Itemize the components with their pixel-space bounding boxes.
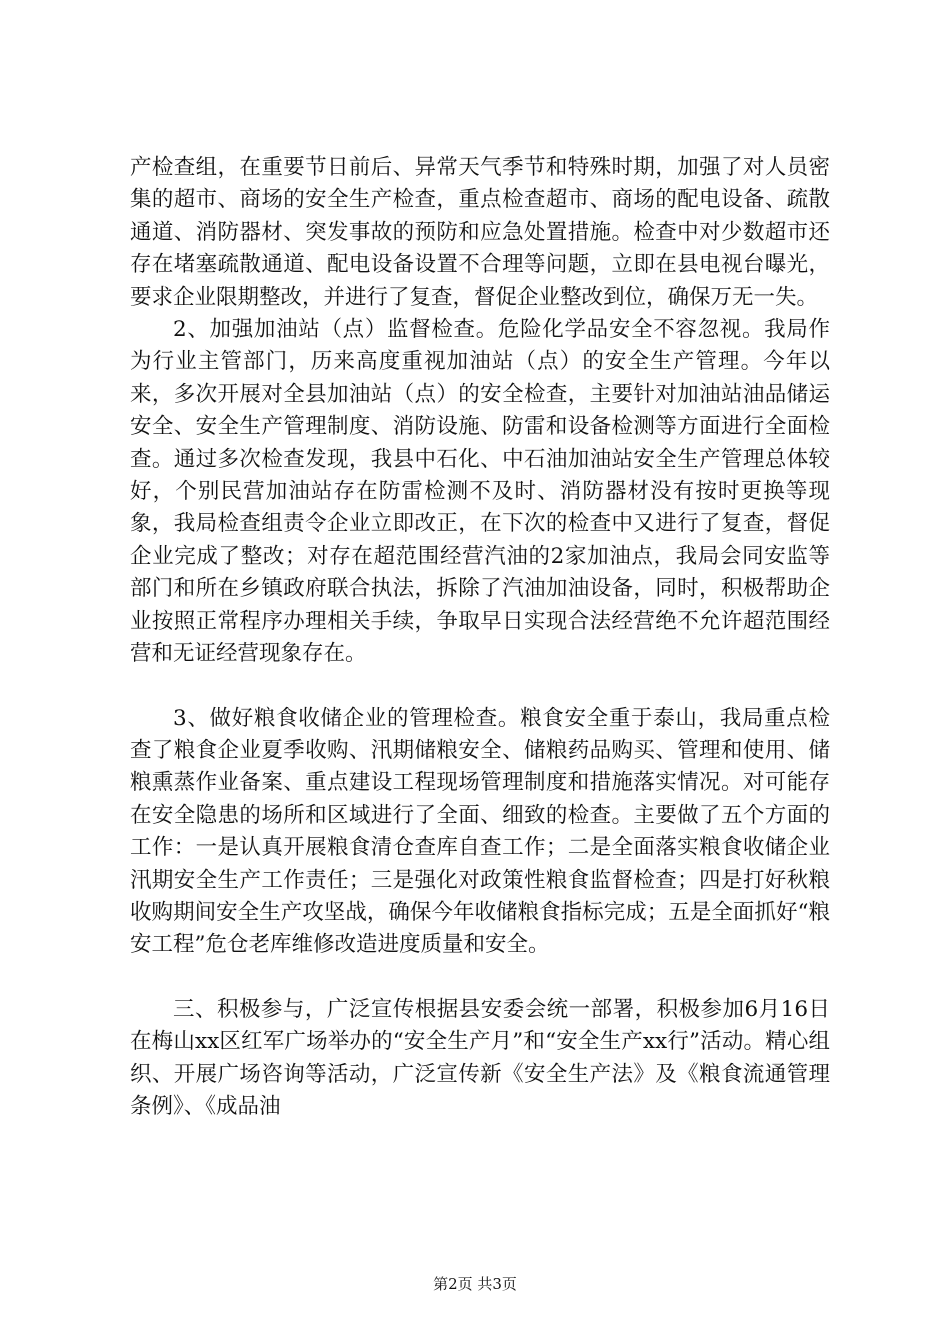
paragraph-gas-station-inspection: 2、加强加油站（点）监督检查。危险化学品安全不容忽视。我局作为行业主管部门，历来高度重视加油站（点）的安全生产管理。今年以来，多次开展对全县加油站（点）的安全检查，主要针对加油站油品储运安全、安全生产管理制度、消防设施、防雷和设备检测等方面进行全面检查。通过多次检查发现，我县中石化、中石油加油站安全生产管理总体较好，个别民营加油站存在防雷检测不及时、消防器材没有按时更换等现象，我局检查组责令企业立即改正，在下次的检查中又进行了复查，督促企业完成了整改；对存在超范围经营汽油的2家加油点，我局会同安监等部门和所在乡镇政府联合执法，拆除了汽油加油设备，同时，积极帮助企业按照正常程序办理相关手续，争取早日实现合法经营绝不允许超范围经营和无证经营现象存在。 xyxy=(130,317,830,667)
document-body xyxy=(130,152,830,1123)
paragraph-publicity: 三、积极参与，广泛宣传根据县安委会统一部署，积极参加6月16日在梅山xx区红军广场举办的“安全生产月”和“安全生产xx行”活动。精心组织、开展广场咨询等活动，广泛宣传新《安全生产法》及《粮食流通管理条例》、《成品油 xyxy=(130,996,830,1119)
page-number-footer: 第2页 共3页 xyxy=(433,1275,517,1293)
paragraph-spacer xyxy=(130,962,830,994)
paragraph-spacer xyxy=(130,671,830,703)
paragraph-continuation: 产检查组，在重要节日前后、异常天气季节和特殊时期，加强了对人员密集的超市、商场的安全生产检查，重点检查超市、商场的配电设备、疏散通道、消防器材、突发事故的预防和应急处置措施。检查中对少数超市还存在堵塞疏散通道、配电设备设置不合理等问题，立即在县电视台曝光，要求企业限期整改，并进行了复查，督促企业整改到位，确保万无一失。 xyxy=(130,155,830,310)
paragraph-grain-storage-inspection: 3、做好粮食收储企业的管理检查。粮食安全重于泰山，我局重点检查了粮食企业夏季收购、汛期储粮安全、储粮药品购买、管理和使用、储粮熏蒸作业备案、重点建设工程现场管理制度和措施落实情况。对可能存在安全隐患的场所和区域进行了全面、细致的检查。主要做了五个方面的工作：一是认真开展粮食清仓查库自查工作；二是全面落实粮食收储企业汛期安全生产工作责任；三是强化对政策性粮食监督检查；四是打好秋粮收购期间安全生产攻坚战，确保今年收储粮食指标完成；五是全面抓好“粮安工程”危仓老库维修改造进度质量和安全。 xyxy=(130,705,830,958)
